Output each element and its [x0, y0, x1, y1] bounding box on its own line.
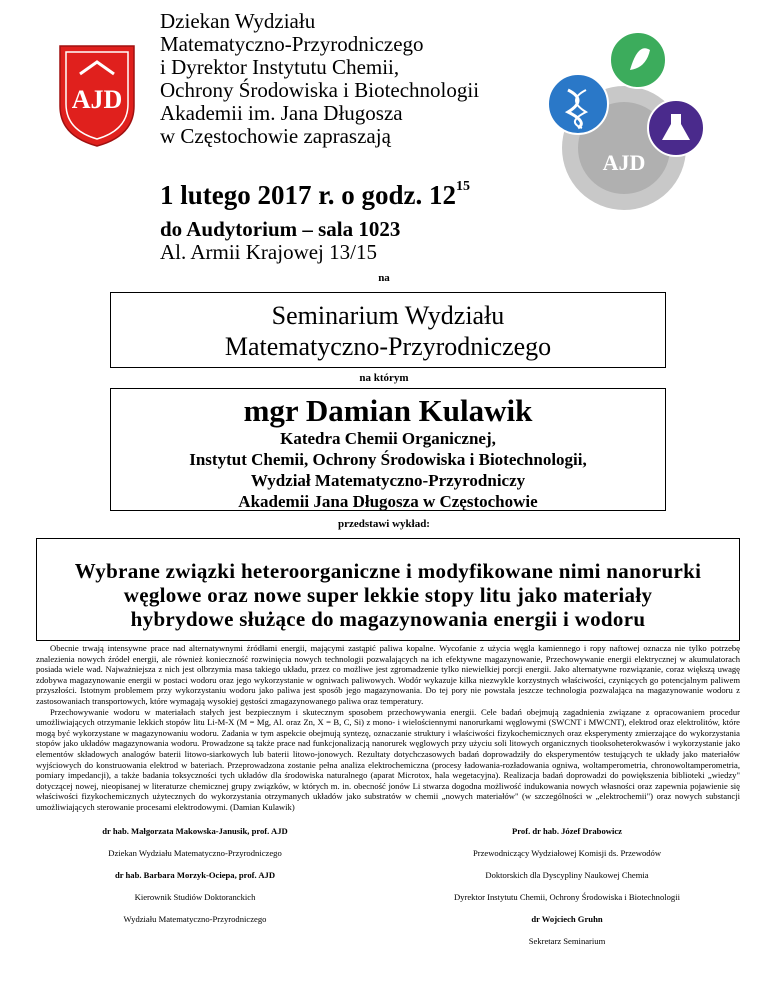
signature-role: Dziekan Wydziału Matematyczno-Przyrodniczego [108, 848, 282, 858]
header-line-3: i Dyrektor Instytutu Chemii, [160, 55, 400, 79]
signature-role: Wydziału Matematyczno-Przyrodniczego [123, 914, 267, 924]
signature-name: Prof. dr hab. Józef Drabowicz [512, 826, 622, 836]
signature-name: dr Wojciech Gruhn [531, 914, 603, 924]
signatures-left [36, 826, 354, 936]
event-address: Al. Armii Krajowej 13/15 [160, 240, 377, 264]
talk-title-line-2: węglowe oraz nowe super lekkie stopy litu jako materiały [123, 583, 653, 607]
header-line-6: w Częstochowie zapraszają [160, 124, 391, 148]
signature-name: dr hab. Małgorzata Makowska-Janusik, prof. AJD [102, 826, 288, 836]
seminar-title [111, 293, 665, 362]
talk-title [37, 539, 739, 631]
signature-name: dr hab. Barbara Morzyk-Ociepa, prof. AJD [114, 870, 276, 880]
institute-logo [526, 20, 742, 220]
speaker-affiliation-2: Instytut Chemii, Ochrony Środowiska i Biotechnologii, [189, 450, 587, 469]
event-room: do Audytorium – sala 1023 [160, 217, 401, 241]
header-line-5: Akademii im. Jana Długosza [160, 101, 403, 125]
header-line-1: Dziekan Wydziału [160, 9, 316, 33]
university-crest-logo [58, 44, 136, 148]
signature-role: Doktorskich dla Dyscypliny Naukowej Chemia [485, 870, 649, 880]
abstract-paragraph-1: Obecnie trwają intensywne prace nad alternatywnymi źródłami energii, mającymi zastąpić paliwa kopalne. Wycofanie z użycia węgla kamiennego i ropy naftowej oznacza nie tylko potrzebę znalezienia nowych źródeł energii, ale również konieczność rozwinięcia nowych technologii pozwalających na ich efektywne magazynowanie, Przechowywanie energii elektrycznej w akumulatorach posiada wiele wad. Najważniejsza z nich jest olbrzymia masa takiego układu, przez co możliwe jest zgromadzenie tylko niewielkiej porcji energii. Jako alternatywne rozwiązanie, coraz większą uwagę zdobywa magazynowanie energii w postaci wodoru oraz jego wykorzystanie w ogniwach paliwowych. Wodór wykazuje kilka niezwykle korzystnych właściwości, czyniących go potencjalnym paliwem przyszłości. Istotnym problemem przy wykorzystaniu wodoru jako paliwa jest sposób jego magazynowania. Do tej pory nie powstała jeszcze technologia pozwalająca na magazynowanie wodoru z zastosowaniach transportowych, które wymagają wysokiej gęstości zmagazynowanego paliwa oraz temperatury. [36, 643, 740, 706]
speaker-name: mgr Damian Kulawik [243, 393, 533, 428]
seminar-title-line-1: Seminarium Wydziału [271, 301, 505, 330]
connector-presents: przedstawi wykład: [338, 518, 430, 530]
event-date-text: 1 lutego 2017 r. o godz. 12 [160, 180, 456, 210]
connector-na: na [378, 272, 390, 284]
abstract [36, 643, 740, 813]
abstract-paragraph-2: Przechowywanie wodoru w materiałach stałych jest bezpiecznym i skutecznym sposobem przechowywania energii. Cele badań obejmują zagadnienia związane z opracowaniem procedur umożliwiających otrzymanie lekkich stopów litu Li-M-X (M = Mg, Al. oraz Zn, X = B, C, Si) z mono- i wielościennymi nanorurkami węglowymi (SWCNT i MWCNT), elektrod oraz elektrolitów, które mogą być wykorzystane w magazynowaniu wodoru. Zadania w tym aspekcie obejmują syntezę, oznaczanie struktury i właściwości fizykochemicznych oraz eksperymenty zmierzające do wykorzystania stopów jako układów magazynowania wodoru. Prowadzone są także prace nad funkcjonalizacją nanorurek węglowych przy użyciu soli litowych organicznych tiooksoheterokwasów i wykorzystanie jako elementów składowych analogów baterii litowo-siarkowych lub baterii litowo-jonowych. Rezultaty dotychczasowych badań doprowadziły do eksperymentów testujących te układy jako materiałów wyjściowych do konstruowania elektrod w bateriach. Przeprowadzona zostanie pełna analiza elektrochemiczna (procesy ładowania-rozładowania ogniwa, woltamperometria, chronowoltamperometria, pomiary impedancji), a także badania toksyczności tych układów dla środowiska naturalnego (aparat Microtox, hala wegetacyjna). Realizacja badań doprowadzi do powiększenia biblioteki „wiedzy" dotyczącej nowej, nieopisanej w literaturze chemicznej grupy związków, w których m. in. obecność jonów Li stwarza dogodna możliwość indukowania nowych własności oraz zapewnia pojawienie się właściwości fizykochemicznych użytecznych do wykorzystania otrzymanych układów jako substratów w chemii „nowych materiałów" (w szczególności w „elektrochemii") oraz nowych substancji umożliwiających sterowanie procesami elektrodowymi. (Damian Kulawik) [36, 706, 740, 812]
speaker-affiliation-1: Katedra Chemii Organicznej, [280, 429, 496, 448]
seminar-title-line-2: Matematyczno-Przyrodniczego [224, 332, 552, 361]
signature-role: Sekretarz Seminarium [528, 936, 606, 946]
seminar-box [110, 292, 666, 368]
talk-title-box [36, 538, 740, 641]
event-date [160, 180, 470, 211]
speaker-affiliation-4: Akademii Jana Długosza w Częstochowie [238, 492, 538, 511]
talk-title-line-3: hybrydowe służące do magazynowania energii i wodoru [130, 607, 646, 631]
event-time-minutes: 15 [456, 179, 470, 194]
speaker-box [110, 388, 666, 511]
signature-role: Kierownik Studiów Doktoranckich [134, 892, 256, 902]
header-line-4: Ochrony Środowiska i Biotechnologii [160, 78, 480, 102]
speaker-affiliation-3: Wydział Matematyczno-Przyrodniczy [250, 471, 526, 490]
signatures-right [394, 826, 740, 958]
svg-text:AJD: AJD [71, 85, 123, 114]
header-line-2: Matematyczno-Przyrodniczego [160, 32, 424, 56]
connector-na-ktorym: na którym [359, 372, 409, 384]
talk-title-line-1: Wybrane związki heteroorganiczne i modyfikowane nimi nanorurki [74, 559, 702, 583]
svg-text:AJD: AJD [602, 150, 646, 175]
signature-role: Przewodniczący Wydziałowej Komisji ds. Przewodów [472, 848, 662, 858]
signature-role: Dyrektor Instytutu Chemii, Ochrony Środowiska i Biotechnologii [453, 892, 681, 902]
